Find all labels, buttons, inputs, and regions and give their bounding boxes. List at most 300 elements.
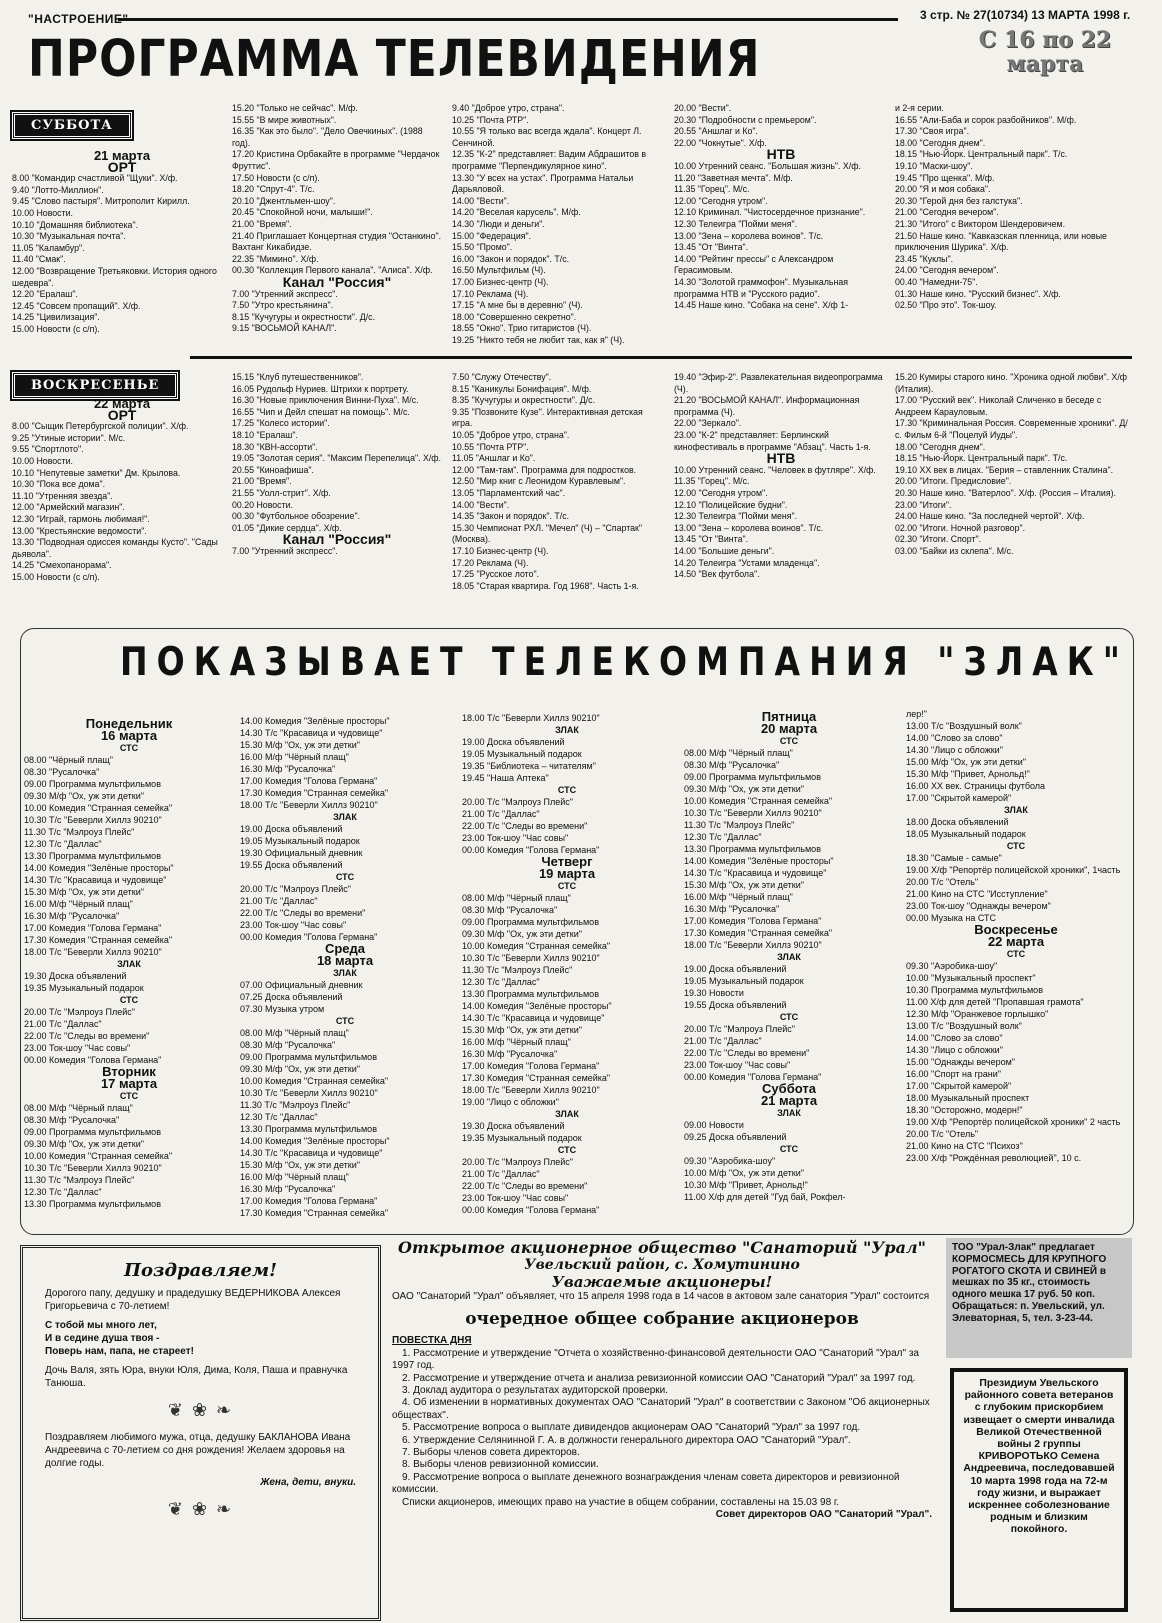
program-item: 20.30 "Герой дня без галстука". [895,195,1023,206]
program-item: 19.45 "Наша Аптека" [462,773,549,783]
program-item: 10.30 Т/с "Беверли Хиллз 90210" [24,1163,162,1173]
program-item: 16.50 Мультфильм (Ч). [452,265,546,276]
program-item: 12.35 "К-2" представляет: Вадим Абдрашитов в программе "Перпендикулярное кино". [452,149,646,171]
channel-heading: СТС [557,1145,577,1155]
program-item: 19.35 Музыкальный подарок [24,983,144,993]
program-item: 23.00 "Итоги". [895,499,952,510]
program-item: 16.30 М/ф "Русалочка" [684,904,780,914]
program-item: 09.00 Новости [684,1120,744,1130]
program-item: 17.20 Реклама (Ч). [452,557,529,568]
day-heading: Четверг [541,854,593,869]
program-item: 17.50 Новости (с с/п). [232,172,320,183]
program-item: 22.00 Т/с "Следы во времени" [462,821,588,831]
program-item: 00.00 Комедия "Голова Германа" [684,1072,822,1082]
program-item: 11.10 "Утренняя звезда". [12,490,113,501]
program-item: 8.15 "Каникулы Бонифация". М/ф. [452,383,592,394]
day-heading: 20 марта [760,721,818,736]
program-item: 16.00 "Закон и порядок". Т/с. [452,253,570,264]
program-item: 14.30 "Золотой граммофон". Музыкальная программа НТВ и "Русского радио". [674,276,849,299]
day-heading: 21 марта [760,1093,818,1108]
header-rule [118,18,898,21]
program-item: 19.00 Х/ф "Репортёр полицейской хроники" 2 часть [906,1117,1121,1127]
date-heading: 21 марта [93,148,151,163]
program-item: 9.15 "ВОСЬМОЙ КАНАЛ". [232,323,337,334]
week-dates-line2: марта [1006,51,1084,77]
program-item: 14.00 "Вести". [452,195,510,206]
program-item: 15.20 Кумиры старого кино. "Хроника одной любви". Х/ф (Италия). [895,372,1128,394]
program-item: 13.45 "От "Винта". [674,534,749,545]
program-item: 17.20 Кристина Орбакайте в программе "Чердачок Фруттис". [232,149,440,171]
program-item: 20.10 "Джентльмен-шоу". [232,195,336,206]
greeting-box [20,1245,381,1621]
program-item: 17.00 Комедия "Голова Германа" [240,1196,378,1206]
program-item: 16.30 М/ф "Русалочка" [240,764,336,774]
channel-heading: СТС [557,785,577,795]
program-item: 18.00 Т/с "Беверли Хиллз 90210" [240,800,378,810]
sunday-col-1 [12,398,232,584]
obituary: Президиум Увельского районного совета ветеранов с глубоким прискорбием извещает о смерти инвалида Великой Отечественной войны 2 группы КРИВОРОТЬКО Семена Андреевича, последовавшей 10 марта 1998 года на 72-м году жизни, и выражает искреннее соболезнование родным и близким покойного. [950,1368,1128,1612]
program-item: 13.00 Т/с "Воздушный волк" [906,721,1022,731]
program-item: 08.00 "Чёрный плащ" [24,755,113,765]
channel-heading: СТС [779,1012,799,1022]
program-item: 15.00 Новости (с с/п). [12,571,100,582]
program-item: 21.00 "Время". [232,476,292,487]
program-item: 17.00 "Русский век". Николай Сличенко в беседе с Андреем Карауловым. [895,395,1102,417]
program-item: 20.00 Т/с "Отель" [906,1129,979,1139]
program-item: 19.10 "Маски-шоу". [895,160,973,171]
program-item: 7.50 "Служу Отечеству". [452,372,552,382]
verse-line: Поверь нам, папа, не стареет! [45,1346,194,1357]
program-item: 09.00 Программа мультфильмов [24,1127,161,1137]
program-item: 11.40 "Смак". [12,254,66,265]
program-item: 14.30 Т/с "Красавица и чудовище" [684,868,827,878]
day-heading: Среда [324,941,366,956]
program-item: 17.30 Комедия "Странная семейка" [684,928,833,938]
program-item: 07.00 Официальный дневник [240,980,363,990]
program-item: 08.00 М/ф "Чёрный плащ" [240,1028,349,1038]
program-item: 9.40 "Лотто-Миллион". [12,184,104,195]
program-item: 02.50 "Про это". Ток-шоу. [895,300,997,311]
day-heading: 17 марта [100,1076,158,1091]
program-item: 09.30 М/ф "Ох, уж эти детки" [24,791,144,801]
program-item: 23.00 "К-2" представляет: Берлинский кинофестиваль в программе "Абзац". Часть 1-я. [674,429,871,452]
program-item: 02.30 "Итоги. Спорт". [895,534,982,545]
agenda-item: 1. Рассмотрение и утверждение "Отчета о хозяйственно-финансовой деятельности ОАО "Санаторий "Урал" за 1997 год. [392,1347,919,1372]
agenda-list [392,1348,932,1509]
program-item: 17.00 Бизнес-центр (Ч). [452,276,549,287]
program-item: 19.30 Доска объявлений [24,971,127,981]
channel-heading: СТС [335,1016,355,1026]
program-item: 21.30 "Итого" с Виктором Шендеровичем. [895,218,1066,229]
sunday-col-4 [674,372,888,581]
program-item: 09.30 М/ф "Ох, уж эти детки" [24,1139,144,1149]
program-item: 24.00 "Сегодня вечером". [895,265,999,276]
program-item: 14.30 Т/с "Красавица и чудовище" [240,728,383,738]
program-item: 17.00 Комедия "Голова Германа" [462,1061,600,1071]
section-divider [190,356,1132,359]
program-item: 20.00 Т/с "Мэлроуз Плейс" [684,1024,795,1034]
zlak-col-5 [906,708,1126,1164]
program-item: 03.00 "Байки из склепа". М/с. [895,545,1014,556]
program-item: 22.35 "Мимино". Х/ф. [232,253,319,264]
program-item: 19.00 Доска объявлений [684,964,787,974]
channel-heading: СТС [119,743,139,753]
zlak-title: ПОКАЗЫВАЕТ ТЕЛЕКОМПАНИЯ "ЗЛАК" [120,638,1129,685]
program-item: 13.05 "Парламентский час". [452,487,566,498]
program-item: 22.00 Т/с "Следы во времени" [240,908,366,918]
program-item: 19.00 "Лицо с обложки" [462,1097,559,1107]
program-item: 08.00 М/ф "Чёрный плащ" [24,1103,133,1113]
program-item: 00.40 "Намедни-75". [895,276,978,287]
program-item: 17.30 "Своя игра". [895,126,970,137]
program-item: 01.30 Наше кино. "Русский бизнес". Х/ф. [895,288,1061,299]
program-item: 11.35 "Горец". М/с. [674,184,750,195]
program-item: 10.10 "Домашняя библиотека". [12,219,139,230]
program-item: 11.35 "Горец". М/с. [674,476,750,487]
verse-line: И в седине душа твоя - [45,1333,160,1344]
program-item: 18.30 "Самые - самые" [906,853,1002,863]
program-item: 20.00 Т/с "Мэлроуз Плейс" [24,1007,135,1017]
program-item: 14.00 Комедия "Зелёные просторы" [240,716,390,726]
channel-heading: СТС [119,1091,139,1101]
zlak-col-3 [462,712,672,1216]
program-item: 19.05 "Золотая серия". "Максим Перепелица". Х/ф. [232,453,441,464]
program-item: 13.30 "Подводная одиссея команды Кусто". "Сады дьявола". [12,537,218,559]
day-heading: 22 марта [987,934,1045,949]
channel-heading: ЗЛАК [555,725,579,735]
channel-heading: НТВ [766,450,796,467]
program-item: 08.30 "Русалочка" [24,767,100,777]
program-item: 11.00 Х/ф для детей "Гуд бай, Рокфел- [684,1192,846,1202]
program-item: 17.30 Комедия "Странная семейка" [24,935,173,945]
program-item: 17.30 Комедия "Странная семейка" [462,1073,611,1083]
program-item: 16.30 М/ф "Русалочка" [462,1049,558,1059]
greeting-text-3: Поздравляем любимого мужа, отца, дедушку БАКЛАНОВА Ивана Андреевича с 70-летием со дня рождения! Желаем здоровья на долгие годы. [45,1432,351,1469]
program-item: 21.00 Кино на СТС "Исступление" [906,889,1048,899]
program-item: 14.00 "Вести". [452,499,510,510]
program-item: 14.30 Т/с "Красавица и чудовище" [240,1148,383,1158]
channel-heading: Канал "Россия" [282,273,392,290]
program-item: 20.00 Т/с "Мэлроуз Плейс" [462,797,573,807]
program-item: 10.00 Комедия "Странная семейка" [24,803,173,813]
program-item: 00.00 Комедия "Голова Германа" [462,845,600,855]
program-item: 8.00 "Сыщик Петербургской полиции". Х/ф. [12,421,189,432]
program-item: 10.30 Т/с "Беверли Хиллз 90210" [684,808,822,818]
program-item: 14.20 "Веселая карусель". М/ф. [452,207,581,218]
program-item: 14.50 "Век футбола". [674,569,760,580]
program-item: 13.45 "От "Винта". [674,242,749,253]
program-item: 10.00 Комедия "Странная семейка" [240,1076,389,1086]
program-item: 22.00 Т/с "Следы во времени" [684,1048,810,1058]
program-item: 23.00 Ток-шоу "Час совы" [24,1043,131,1053]
day-heading: Понедельник [85,716,173,731]
program-item: 18.00 Т/с "Беверли Хиллз 90210" [24,947,162,957]
program-item: 19.40 "Эфир-2". Развлекательная видеопрограмма (Ч). [674,372,883,394]
program-item: 12.00 "Армейский магазин". [12,502,125,513]
agenda-item: 6. Утверждение Селянинной Г. А. в должности генерального директора ОАО "Санаторий "Урал". [402,1434,851,1446]
sunday-col-5 [895,372,1131,558]
channel-heading: ОРТ [107,406,137,423]
program-item: 15.30 Чемпионат РХЛ. "Мечел" (Ч) – "Спартак" (Москва). [452,522,643,545]
program-item: 18.15 "Нью-Йорк. Центральный парк". Т/с. [895,149,1068,160]
channel-heading: Канал "Россия" [282,531,392,548]
program-item: 13.30 Программа мультфильмов [24,851,161,861]
program-item: 9.45 "Слово пастыря". Митрополит Кирилл. [12,196,190,207]
program-item: 10.00 М/ф "Ох, уж эти детки" [684,1168,804,1178]
program-item: 14.30 "Люди и деньги". [452,218,545,229]
program-item: 10.00 Утренний сеанс. "Большая жизнь". Х/ф. [674,160,861,171]
program-item: 18.00 "Совершенно секретно". [452,311,577,322]
program-item: 07.30 Музыка утром [240,1004,325,1014]
program-item: 15.30 М/ф "Привет, Арнольд!" [906,769,1030,779]
program-item: 12.30 Т/с "Даллас" [240,1112,318,1122]
program-item: 19.35 "Библиотека – читателям" [462,761,596,771]
agenda-item: 5. Рассмотрение вопроса о выплате дивидендов акционерам ОАО "Санаторий "Урал" за 1997 год. [402,1422,861,1434]
zlak-col-4 [684,711,894,1203]
feed-ad: ТОО "Урал-Злак" предлагает КОРМОСМЕСЬ ДЛЯ КРУПНОГО РОГАТОГО СКОТА И СВИНЕЙ в мешках по 35 кг., стоимость одного мешка 17 руб. 50 коп. Обращаться: п. Увельский, ул. Элеваторная, 5, тел. 3-23-44. [946,1238,1132,1358]
program-item: 11.30 Т/с "Мэлроуз Плейс" [24,827,135,837]
program-item: 16.00 М/ф "Чёрный плащ" [240,1172,349,1182]
program-item: 18.00 Т/с "Беверли Хиллз 90210" [462,1085,600,1095]
greeting-text-2: Дочь Валя, зять Юра, внуки Юля, Дима, Коля, Паша и правнучка Танюша. [45,1365,348,1389]
program-item: 21.00 Т/с "Даллас" [240,896,318,906]
program-item: 09.25 Доска объявлений [684,1132,787,1142]
program-item: 01.05 "Дикие сердца". Х/ф. [232,522,342,533]
program-item: 20.30 Наше кино. "Ватерлоо". Х/ф. (Россия – Италия). [895,487,1116,498]
page-info: 3 стр. № 27(10734) 13 МАРТА 1998 г. [920,8,1131,22]
channel-heading: СТС [779,736,799,746]
program-item: 11.20 "Заветная мечта". М/ф. [674,172,793,183]
program-item: 13.30 Программа мультфильмов [684,844,821,854]
saturday-col-3 [452,103,664,346]
program-item: 10.05 "Доброе утро, страна". [452,429,570,440]
channel-heading: ЗЛАК [1004,805,1028,815]
program-item: 19.55 Доска объявлений [240,860,343,870]
greeting-title: Поздравляем! [123,1260,278,1281]
program-item: 21.40 Приглашает Концертная студия "Останкино". Вахтанг Кикабидзе. [232,230,442,253]
program-item: 20.00 "Я и моя собака". [895,184,991,195]
program-item: 17.10 Бизнес-центр (Ч). [452,545,549,556]
program-item: 17.00 "Скрытой камерой" [906,793,1012,803]
program-item: 14.30 "Лицо с обложки" [906,1045,1003,1055]
program-item: 12.20 "Ералаш". [12,289,78,300]
agenda-item: 9. Рассмотрение вопроса о выплате денежного вознаграждения членам совета директоров и ревизионной комиссии. [392,1471,900,1496]
program-item: 08.00 М/ф "Чёрный плащ" [462,893,571,903]
notice-sign: Совет директоров ОАО "Санаторий "Урал". [715,1509,932,1521]
program-item: 14.20 Телеигра "Устами младенца". [674,557,820,568]
program-item: 16.00 М/ф "Чёрный плащ" [462,1037,571,1047]
program-item: 20.55 "Киноафиша". [232,464,314,475]
program-item: 16.05 Рудольф Нуриев. Штрихи к портрету. [232,383,409,394]
program-item: 7.00 "Утренний экспресс". [232,545,338,556]
program-item: 00.30 "Футбольное обозрение". [232,511,361,522]
program-item: 09.00 Программа мультфильмов [240,1052,377,1062]
program-item: 15.55 "В мире животных". [232,114,337,125]
week-dates-line1: С 16 по 22 [978,27,1112,53]
program-item: 23.00 Ток-шоу "Час совы" [462,1193,569,1203]
greeting-text-1: Дорогого папу, дедушку и прадедушку ВЕДЕРНИКОВА Алексея Григорьевича с 70-летием! [45,1288,341,1312]
ornament-icon: ❦ ❀ ❧ [167,1400,234,1420]
program-item: 09.00 Программа мультфильмов [24,779,161,789]
program-item: 19.00 Доска объявлений [462,737,565,747]
program-item: 17.30 Комедия "Странная семейка" [240,788,389,798]
program-item: 20.00 Т/с "Мэлроуз Плейс" [240,884,351,894]
program-item: 18.10 "Ералаш". [232,429,298,440]
program-item: 13.30 Программа мультфильмов [240,1124,377,1134]
channel-heading: ЗЛАК [777,952,801,962]
program-item: 10.30 Т/с "Беверли Хиллз 90210" [24,815,162,825]
program-item: 12.30 Т/с "Даллас" [24,1187,102,1197]
channel-heading: ЗЛАК [555,1109,579,1119]
program-item: 21.50 Наше кино. "Кавказская пленница, или новые приключения Шурика". Х/ф. [895,230,1107,253]
program-item: 23.45 "Куклы". [895,253,954,264]
program-item: 00.00 Комедия "Голова Германа" [462,1205,600,1215]
program-item: 08.30 М/ф "Русалочка" [684,760,780,770]
program-item: 13.30 "У всех на устах". Программа Натальи Дарьяловой. [452,172,634,195]
program-item: 16.55 "Али-Баба и сорок разбойников". М/ф. [895,114,1077,125]
program-item: 12.00 "Сегодня утром". [674,487,768,498]
program-item: 20.00 Т/с "Отель" [906,877,979,887]
program-item: 18.00 Доска объявлений [906,817,1009,827]
program-item: 12.10 "Полицейские будни". [674,499,788,510]
program-item: 22.00 Т/с "Следы во времени" [24,1031,150,1041]
program-item: 17.00 "Скрытой камерой" [906,1081,1012,1091]
program-item: 10.00 Утренний сеанс. "Человек в футляре". Х/ф. [674,464,876,475]
agenda-item: 8. Выборы членов ревизионной комиссии. [402,1459,599,1471]
program-item: 9.55 "Спортлото". [12,444,84,455]
program-item: 14.30 "Лицо с обложки" [906,745,1003,755]
program-item: 21.00 Т/с "Даллас" [24,1019,102,1029]
program-item: 15.50 "Промо". [452,242,513,253]
program-item: 17.30 "Криминальная Россия. Современные хроники". Д/с. Фильм 6-й "Поцелуй Иуды". [895,418,1128,440]
program-item: 21.55 "Уолл-стрит". Х/ф. [232,487,331,498]
program-item: 10.00 "Музыкальный проспект" [906,973,1036,983]
saturday-col-1 [12,150,232,336]
channel-heading: ЗЛАК [777,1108,801,1118]
program-item: 15.00 "Однажды вечером" [906,1057,1015,1067]
program-item: 08.30 М/ф "Русалочка" [24,1115,120,1125]
program-item: 10.55 "Почта РТР". [452,441,529,452]
program-item: 11.30 Т/с "Мэлроуз Плейс" [684,820,795,830]
program-item: 10.55 "Я только вас всегда ждала". Концерт Л. Сенчиной. [452,126,642,148]
saturday-col-2 [232,103,442,335]
program-item: 18.00 Т/с "Беверли Хиллз 90210" [462,713,600,723]
program-item: 11.00 Х/ф для детей "Пропавшая грамота" [906,997,1084,1007]
program-item: 23.00 Ток-шоу "Час совы" [684,1060,791,1070]
program-item: 19.05 Музыкальный подарок [462,749,582,759]
program-item: 14.00 "Слово за слово" [906,1033,1003,1043]
program-item: 09.30 "Аэробика-шоу" [906,961,998,971]
day-heading: Воскресенье [974,922,1058,937]
program-item: 10.30 "Пока все дома". [12,479,106,490]
program-item: 16.55 "Чип и Дейл спешат на помощь". М/с. [232,406,410,417]
agenda-item: Списки акционеров, имеющих право на участие в общем собрании, составлены на 15.03 98 г. [402,1496,840,1508]
program-item: 7.00 "Утренний экспресс". [232,288,338,299]
program-item: 14.00 Комедия "Зелёные просторы" [684,856,834,866]
channel-heading: ОРТ [107,158,137,175]
program-item: 19.00 Х/ф "Репортёр полицейской хроники", 1часть [906,865,1121,875]
agenda-title: ПОВЕСТКА ДНЯ [392,1335,472,1347]
program-item: 16.35 "Как это было". "Дело Овечкиных". (1988 год). [232,126,423,148]
program-item: 11.05 "Аншлаг и Ко". [452,453,536,464]
program-item: 18.15 "Нью-Йорк. Центральный парк". Т/с. [895,453,1068,464]
program-item: 15.00 Новости (с с/п). [12,323,100,334]
program-item: 09.30 М/ф "Ох, уж эти детки" [684,784,804,794]
program-item: 23.00 Х/ф "Рождённая революцией", 10 с. [906,1153,1082,1163]
program-item: 7.50 "Утро крестьянина". [232,300,334,311]
greeting-verse [45,1319,356,1358]
program-item: 21.00 Кино на СТС "Психоз" [906,1141,1023,1151]
program-item: 21.00 "Сегодня вечером". [895,207,999,218]
program-item: 00.20 Новости. [232,499,293,510]
channel-heading: ЗЛАК [117,959,141,969]
program-item: 10.00 Новости. [12,455,73,466]
program-item: 15.30 М/ф "Ох, уж эти детки" [462,1025,582,1035]
program-item: 18.05 "Старая квартира. Год 1968". Часть 1-я. [452,580,639,591]
program-item: 14.25 "Цивилизация". [12,312,100,323]
program-item: 11.05 "Каламбур". [12,242,85,253]
program-item: 12.30 Т/с "Даллас" [24,839,102,849]
program-item: 15.30 М/ф "Ох, уж эти детки" [684,880,804,890]
notice-intro: ОАО "Санаторий "Урал" объявляет, что 15 апреля 1998 года в 14 часов в актовом зале санатория "Урал" состоится [392,1291,930,1302]
program-item: 17.00 Комедия "Голова Германа" [684,916,822,926]
program-item: 10.30 Т/с "Беверли Хиллз 90210" [240,1088,378,1098]
day-heading: 16 марта [100,728,158,743]
program-item: 16.30 "Новые приключения Винни-Пуха". М/с. [232,395,419,406]
program-item: 8.15 "Кучугуры и окрестности". Д/с. [232,311,376,322]
program-item: 14.00 "Слово за слово" [906,733,1003,743]
program-item: 18.00 Музыкальный проспект [906,1093,1030,1103]
program-item: 00.30 "Коллекция Первого канала". "Алиса". Х/ф. [232,265,433,276]
program-item: 12.00 "Возвращение Третьяковки. История одного шедевра". [12,265,217,288]
program-item: 15.15 "Клуб путешественников". [232,372,364,382]
verse-line: С тобой мы много лет, [45,1320,157,1331]
saturday-col-5 [895,103,1131,312]
program-item: 21.00 Т/с "Даллас" [462,1169,540,1179]
program-item: 14.00 "Большие деньги". [674,545,775,556]
program-item: 08.00 М/ф "Чёрный плащ" [684,748,793,758]
page-title: ПРОГРАММА ТЕЛЕВИДЕНИЯ [28,30,761,89]
program-item: 09.00 Программа мультфильмов [684,772,821,782]
program-item: 12.45 "Совсем пропащий". Х/ф. [12,300,141,311]
notice-location: Увельский район, с. Хомутинино [524,1257,800,1273]
program-item: 18.00 Т/с "Беверли Хиллз 90210" [684,940,822,950]
program-item: 14.25 "Смехопанорама". [12,560,112,571]
program-item: 12.30 М/ф "Оранжевое горлышко" [906,1009,1049,1019]
sunday-col-3 [452,372,664,592]
channel-heading: ЗЛАК [333,812,357,822]
program-item: 00.00 Комедия "Голова Германа" [24,1055,162,1065]
program-item: 24.00 Наше кино. "За последней чертой". Х/ф. [895,511,1085,522]
agenda-item: 7. Выборы членов совета директоров. [402,1447,580,1459]
program-item: 23.00 Ток-шоу "Час совы" [462,833,569,843]
program-item: 20.45 "Спокойной ночи, малыши!". [232,207,373,218]
saturday-badge [12,112,132,139]
program-item: 16.00 М/ф "Чёрный плащ" [240,752,349,762]
program-item: 9.25 "Утиные истории". М/с. [12,432,126,443]
program-item: 17.30 Комедия "Странная семейка" [240,1208,389,1218]
program-item: 16.00 "Спорт на грани" [906,1069,1001,1079]
program-item: 11.30 Т/с "Мэлроуз Плейс" [24,1175,135,1185]
program-item: 22.00 Т/с "Следы во времени" [462,1181,588,1191]
program-item: 12.10 Криминал. "Чистосердечное признание". [674,207,866,218]
week-dates [960,28,1130,76]
program-item: 12.30 "Играй, гармонь любимая!". [12,513,150,524]
program-item: 14.35 "Закон и порядок". Т/с. [452,511,570,522]
notice-meeting: очередное общее собрание акционеров [465,1309,859,1330]
program-item: 20.30 "Подробности с премьером". [674,114,817,125]
program-item: 19.00 Доска объявлений [240,824,343,834]
